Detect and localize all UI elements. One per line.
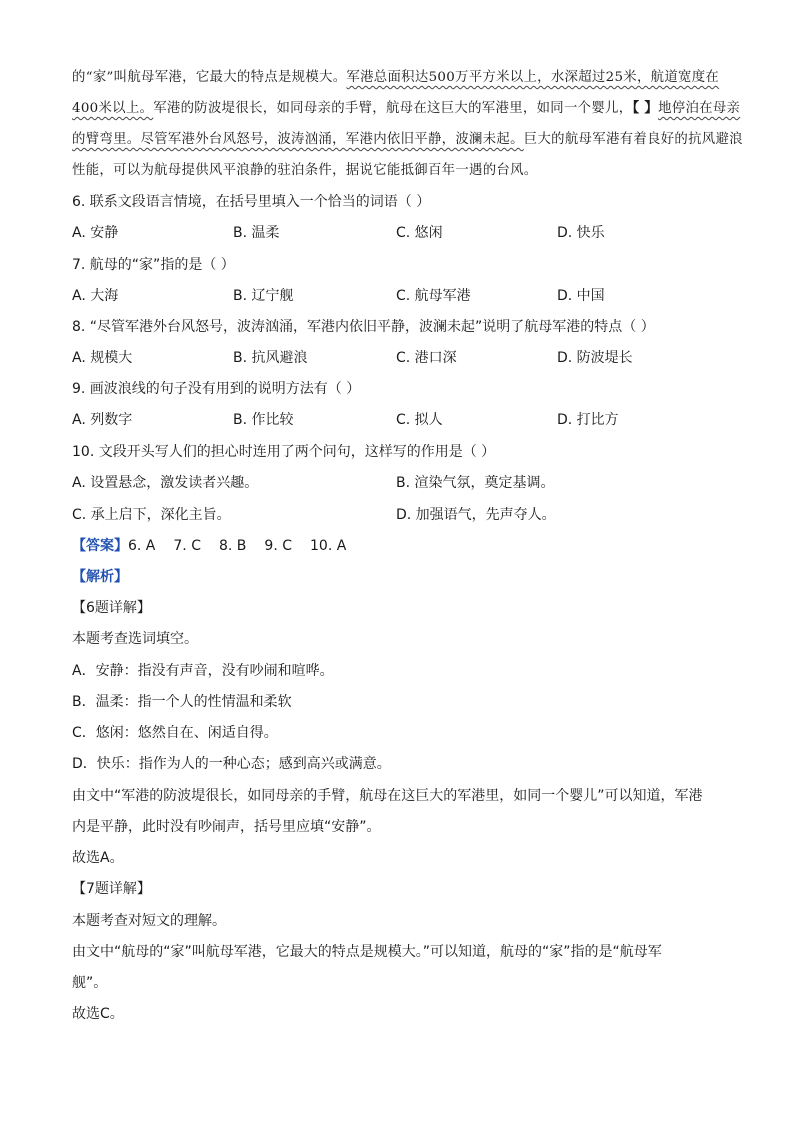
passage-wavy-sentence: 军港总面积达500万平方米以上，水深超过25米，航道宽度在400米以上。 [72,70,720,116]
question-6-stem: 6. 联系文段语言情境，在括号里填入一个恰当的词语（ ） [72,194,431,210]
q7-detail-reason-1: 由文中“航母的“家”叫航母军港，它最大的特点是规模大。”可以知道，航母的“家”指的是“航母军 [72,944,662,960]
question-8-option-c: C. 港口深 [396,350,457,366]
question-9-stem: 9. 画波浪线的句子没有用到的说明方法有（ ） [72,381,361,397]
q6-detail-b: B．温柔：指一个人的性情温和柔软 [72,694,292,710]
reading-passage [72,62,744,186]
q6-detail-intro: 本题考查选词填空。 [72,631,198,647]
answer-line [72,535,346,555]
q6-detail-reason-2: 内是平静，此时没有吵闹声，括号里应填“安静”。 [72,819,381,835]
question-8-stem: 8. “尽管军港外台风怒号，波涛汹涌，军港内依旧平静，波澜未起”说明了航母军港的特点（ ） [72,319,655,335]
question-7-stem: 7. 航母的“家”指的是（ ） [72,257,235,273]
question-7-option-d: D. 中国 [557,288,605,304]
analysis-label: 【解析】 [72,569,128,585]
question-8-option-a: A. 规模大 [72,350,133,366]
answer-label: 【答案】 [72,538,128,554]
q7-detail-intro: 本题考查对短文的理解。 [72,913,226,929]
question-6-option-c: C. 悠闲 [396,225,443,241]
answer-blank: 【 】 [632,100,659,116]
q6-detail-reason-1: 由文中“军港的防波堤很长，如同母亲的手臂，航母在这巨大的军港里，如同一个婴儿”可以知道，军港 [72,788,703,804]
q7-detail-choice: 故选C。 [72,1006,124,1022]
question-6-option-a: A. 安静 [72,225,119,241]
question-9-option-c: C. 拟人 [396,412,443,428]
answer-7: 7. C [173,538,201,554]
question-9-option-b: B. 作比较 [233,412,294,428]
q6-detail-choice: 故选A。 [72,850,124,866]
q7-detail-reason-2: 舰”。 [72,975,108,991]
question-10-option-d: D. 加强语气，先声夺人。 [396,507,556,523]
question-10-stem: 10. 文段开头写人们的担心时连用了两个问句，这样写的作用是（ ） [72,444,496,460]
question-8-option-b: B. 抗风避浪 [233,350,308,366]
passage-wavy-sentence-2: 地停泊在母亲的臂弯里。尽管军港外台风怒号，波涛汹涌，军港内依旧平静，波澜未起。 [72,101,741,147]
question-7-option-b: B. 辽宁舰 [233,288,294,304]
q6-detail-a: A．安静：指没有声音，没有吵闹和喧哗。 [72,663,334,679]
passage-sentence-1: 的“家”叫航母军港，它最大的特点是规模大。 [72,70,347,85]
q6-detail-c: C．悠闲：悠然自在、闲适自得。 [72,725,278,741]
question-10-option-b: B. 渲染气氛，奠定基调。 [396,475,555,491]
question-9-option-d: D. 打比方 [557,412,619,428]
question-6-option-b: B. 温柔 [233,225,280,241]
q6-detail-d: D．快乐：指作为人的一种心态；感到高兴或满意。 [72,756,391,772]
answer-10: 10. A [310,538,347,554]
passage-sentence-5: 巨大的航母军港有着良好的抗风避浪性能，可以为航母提供风平浪静的驻泊条件，据说它能抵御百年一遇的台风。 [72,132,743,178]
q7-detail-title: 【7题详解】 [72,881,151,897]
question-10-option-c: C. 承上启下，深化主旨。 [72,507,231,523]
question-7-option-c: C. 航母军港 [396,288,471,304]
question-8-option-d: D. 防波堤长 [557,350,633,366]
question-9-option-a: A. 列数字 [72,412,133,428]
question-7-option-a: A. 大海 [72,288,119,304]
answer-6: 6. A [128,538,156,554]
q6-detail-title: 【6题详解】 [72,600,151,616]
answer-8: 8. B [218,538,247,554]
passage-sentence-3: 军港的防波堤很长，如同母亲的手臂，航母在这巨大的军港里，如同一个婴儿， [153,101,633,116]
question-6-option-d: D. 快乐 [557,225,605,241]
question-10-option-a: A. 设置悬念，激发读者兴趣。 [72,475,259,491]
answer-9: 9. C [264,538,292,554]
